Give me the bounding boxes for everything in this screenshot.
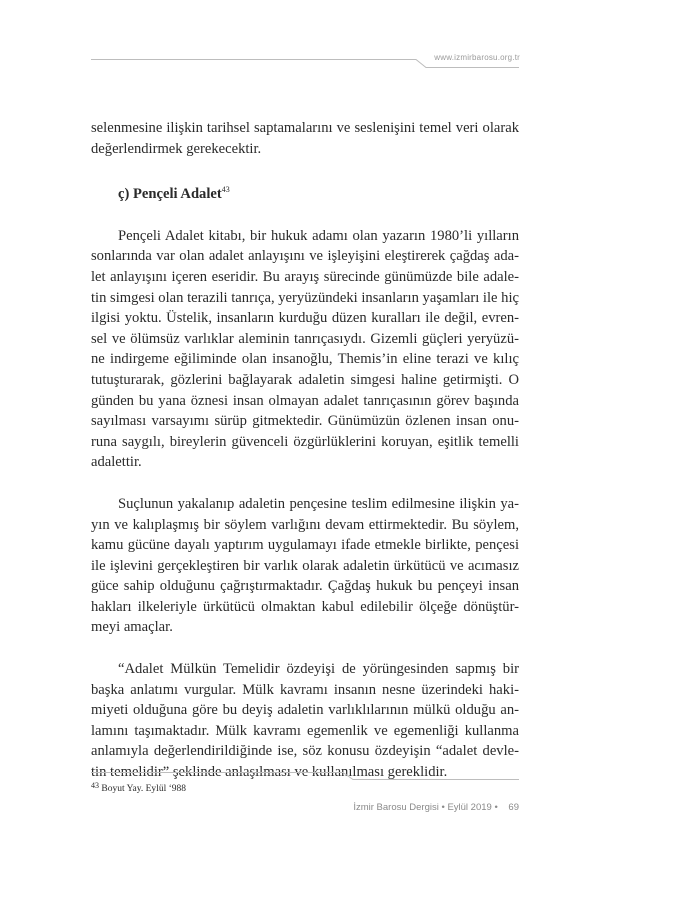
text-line: sel ve ölümsüz varlıklar aleminin tanrıçasıydı. Gizemli güçleri yeryüzü- [91,330,519,347]
footnote-number: 43 [91,781,99,790]
text-line: “Adalet Mülkün Temelidir özdeyişi de yörüngesinden sapmış bir [118,661,519,678]
page-footer [339,802,519,813]
header-rule [0,0,700,80]
text-line: güce sahip olduğunu çağrıştırmaktadır. Çağdaş hukuk bu pençeyi insan [91,578,519,595]
text-line: adalettir. [91,454,142,471]
journal-name: İzmir Barosu Dergisi • Eylül 2019 • [353,802,498,813]
text-line: meyi amaçlar. [91,619,173,636]
text-line: hakları ilkeleriyle ürkütücü olmaktan kabul edilebilir ölçeğe dönüştür- [91,598,519,615]
section-heading-text: ç) Pençeli Adalet [118,186,222,203]
text-line: let anlayışını içeren eseridir. Bu arayış sürecinde günümüzde bile adale- [91,268,519,285]
text-line: ile işlevini gerçekleştiren bir varlık olarak adaletin ürkütücü ve acımasız [91,557,519,574]
text-line: tin simgesi olan terazili tanrıça, yeryüzündeki insanların yaşamları ile hiç [91,289,519,306]
paragraph-continuation [91,118,519,159]
footnote-ref: 43 [221,185,230,195]
paragraph-penceli-adalet [91,226,519,473]
text-line: tutuşturarak, gözlerini bağlayarak adaletin simgesi haline getirmişti. O [91,371,519,388]
text-line: Suçlunun yakalanıp adaletin pençesine teslim edilmesine ilişkin ya- [118,495,519,512]
paragraph-suclunun [91,494,519,638]
page-body [91,118,519,783]
text-line: tin temelidir” şeklinde anlaşılması ve kullanılması gereklidir. [91,764,448,781]
text-line: kamu gücüne dayalı yaptırım uygulamayı ifade etmekle birlikte, pençesi [91,537,519,554]
footnote [91,781,186,794]
page-number: 69 [508,802,519,813]
text-line: miyeti olduğuna göre bu deyiş adaletin varlıklılarının mülkü olduğu an- [91,702,519,719]
text-line: değerlendirmek gerekecektir. [91,140,262,157]
text-line: runa saygılı, bireylerin güvenceli özgürlüklerini koruyan, eşitlik temelli [91,433,519,450]
text-line: yın ve kalıplaşmış bir söylem varlığını devam ettirmektedir. Bu söylem, [91,516,519,533]
text-line: anlamıyla değerlendirildiğinde ise, söz konusu özdeyişin “adalet devle- [91,743,519,760]
text-line: başka anlatımı vurgular. Mülk kavramı insanın nesne üzerindeki haki- [91,681,519,698]
text-line: ne indirgeme eğiliminde olan insanoğlu, Themis’in eline terazi ve kılıç [91,351,519,368]
text-line: ilgisi yoktu. Üstelik, insanların kurduğu düzen kuralları ile değil, evren- [91,310,519,327]
header-url: www.izmirbarosu.org.tr [434,53,520,62]
text-line: selenmesine ilişkin tarihsel saptamalarını ve seslenişini temel veri olarak [91,120,519,136]
text-line: Pençeli Adalet kitabı, bir hukuk adamı olan yazarın 1980’li yılların [118,227,519,244]
footnote-text: Boyut Yay. Eylül ‘988 [101,784,187,794]
text-line: sayılması varsayımı sürüp gitmektedir. Günümüzün özlenen insan onu- [91,413,519,430]
text-line: lamını taşımaktadır. Mülk kavramı egemenlik ve egemenliği kullanma [91,722,519,739]
section-heading [91,180,519,205]
text-line: günden bu yana öznesi insan olmayan adalet tanrıçasının görev başında [91,392,519,409]
text-line: sonlarında var olan adalet anlayışını ve işleyişini eleştirerek çağdaş ada- [91,248,519,265]
